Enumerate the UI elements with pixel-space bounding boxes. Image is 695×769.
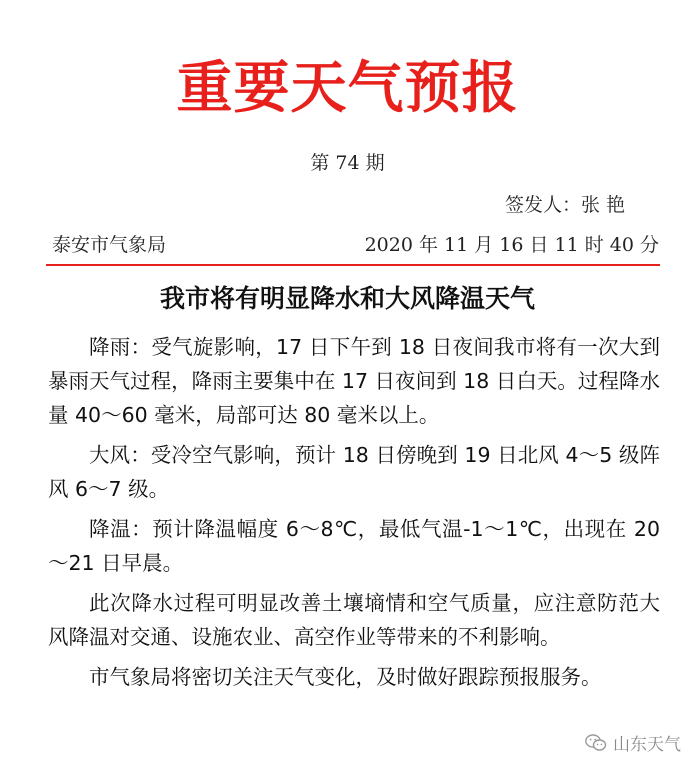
issuer-line: 签发人：张 艳 [504, 194, 625, 216]
paragraph-rainfall: 降雨：受气旋影响，17 日下午到 18 日夜间我市将有一次大到暴雨天气过程，降雨主要集中在 17 日夜间到 18 日白天。过程降水量 40～60 毫米，局部可达 80 毫米以上。 [48, 335, 660, 427]
issuing-bureau: 泰安市气象局 [52, 234, 167, 256]
paragraph-impact: 此次降水过程可明显改善土壤墒情和空气质量，应注意防范大风降温对交通、设施农业、高空作业等带来的不利影响。 [48, 591, 660, 649]
source-account-name: 山东天气 [613, 735, 681, 755]
forecast-body [48, 330, 660, 700]
forecast-headline: 我市将有明显降水和大风降温天气 [159, 284, 535, 313]
source-watermark [585, 730, 681, 755]
paragraph-followup: 市气象局将密切关注天气变化，及时做好跟踪预报服务。 [89, 665, 602, 689]
issue-number: 第 74 期 [310, 152, 385, 174]
wechat-icon [585, 734, 607, 752]
paragraph-cooling: 降温：预计降温幅度 6～8℃，最低气温-1～1℃，出现在 20～21 日早晨。 [48, 517, 660, 575]
red-divider-rule [46, 264, 660, 266]
document-masthead: 重要天气预报 [176, 55, 519, 121]
paragraph-wind: 大风：受冷空气影响，预计 18 日傍晚到 19 日北风 4～5 级阵风 6～7 级。 [48, 443, 660, 501]
issue-datetime: 2020 年 11 月 16 日 11 时 40 分 [364, 234, 659, 256]
